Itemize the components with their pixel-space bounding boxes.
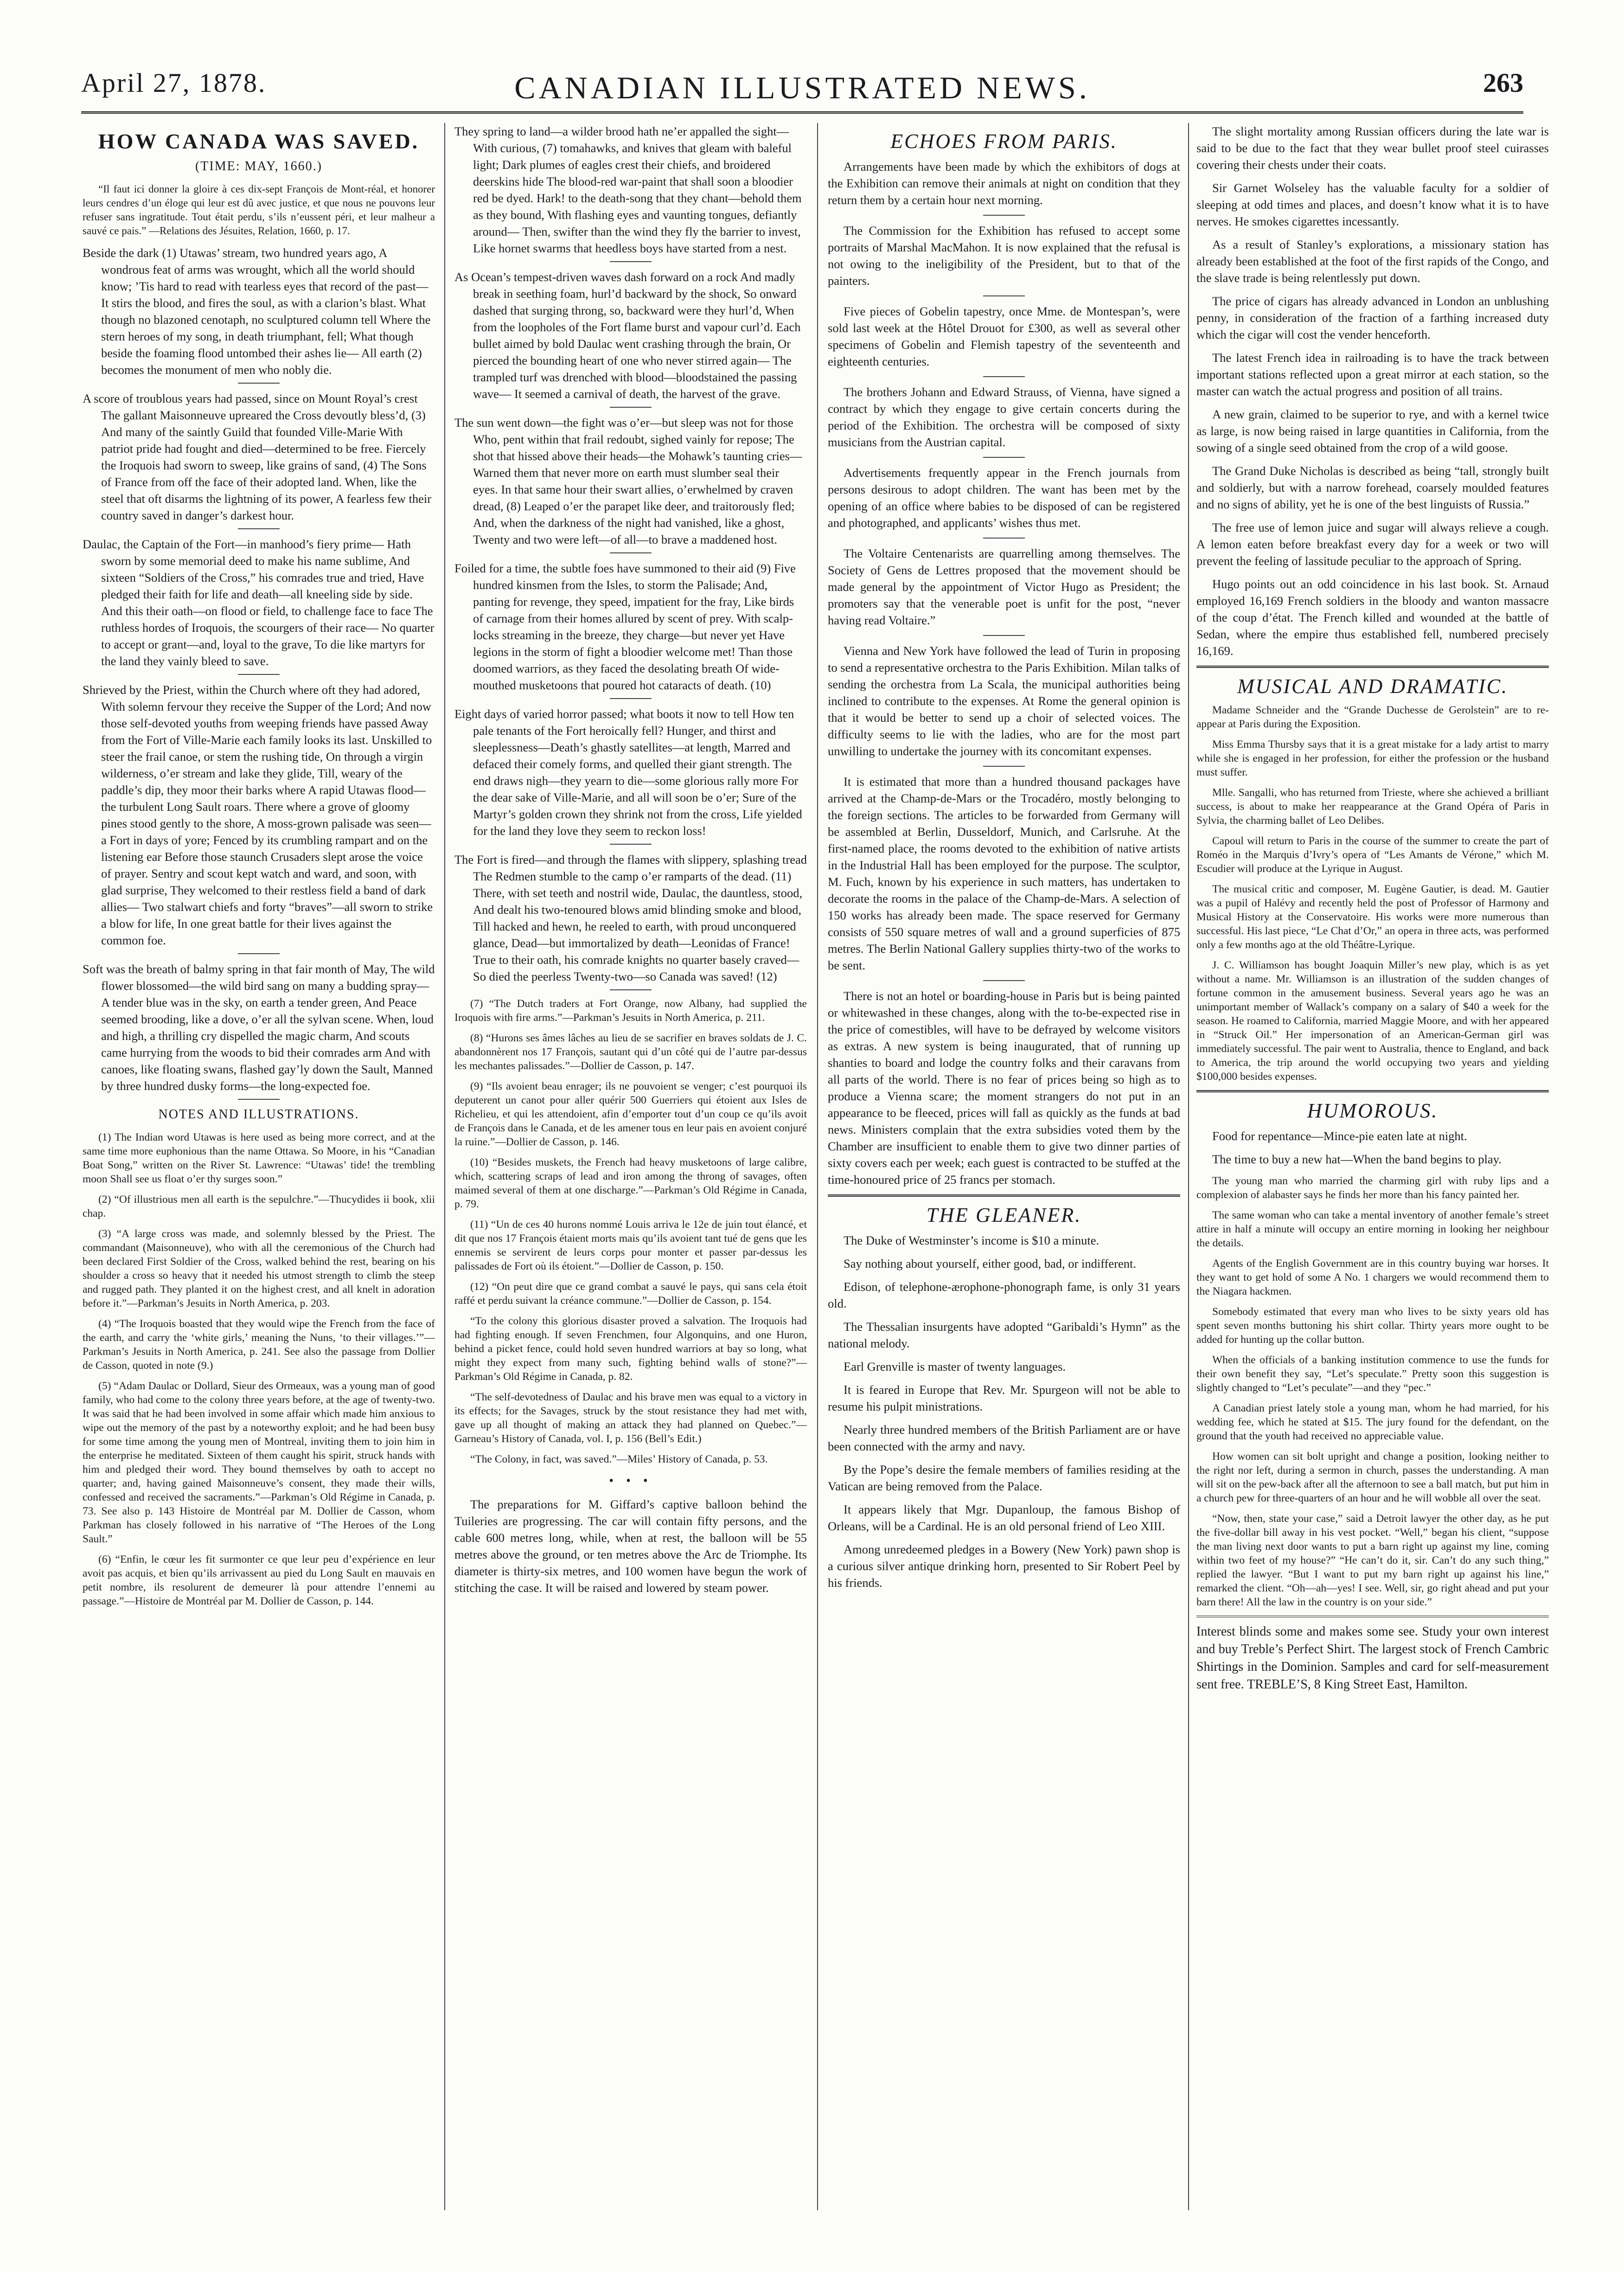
humor-item: Food for repentance—Mince-pie eaten late at night. <box>1212 1129 1467 1143</box>
section-title-humorous: HUMOROUS. <box>1307 1099 1439 1122</box>
divider <box>610 552 652 553</box>
musical-item: Miss Emma Thursby says that it is a great mistake for a lady artist to marry while she is engaged in her profession, for either the profession or the husband must suffer. <box>1196 738 1549 778</box>
news-item: Hugo points out an odd coincidence in his last book. St. Arnaud employed 16,169 French soldiers in the bloody and wanton massacre of the coup d’état. The French killed and wounded at the battle of Sedan, where the empire thus established fell, numbered precisely 16,169. <box>1196 577 1549 658</box>
humor-item: “Now, then, state your case,” said a Detroit lawyer the other day, as he put the five-dollar bill away in his vest pocket. “Well,” began his client, “suppose the man living next door wants to put a barn right up against my line, coming within two feet of my house?” “He can’t do it, sir. Can’t do any such thing,” replied the lawyer. “But I want to put my barn right up against his line,” remarked the client. “Oh—ah—yes! I see. Well, sir, go right ahead and put your barn there! All the law in the country is on your side.” <box>1196 1513 1549 1608</box>
footnote: “To the colony this glorious disaster proved a salvation. The Iroquois had had fighting enough. If seven Frenchmen, four Algonquins, and one Huron, behind a picket fence, could hold seven hundred warriors at bay so long, what might they expect from many such, fighting behind walls of stone?”—Parkman’s Old Régime in Canada, p. 82. <box>454 1315 807 1383</box>
divider <box>238 528 280 529</box>
column-2 <box>454 123 807 2247</box>
article-paragraph: Vienna and New York have followed the lead of Turin in proposing to send a representative orchestra to the Paris Exhibition. Milan talks of sending the orchestra from La Scala, the municipal authorities being inclined to contribute to the expenses. At Rome the general opinion is that it would be better to send up a choir of selected voices. The difficulty seems to lie with the ladies, who are for the most part unwilling to undertake the journey with its concomitant expenses. <box>828 644 1180 758</box>
column-4 <box>1196 123 1549 2247</box>
divider <box>983 215 1025 216</box>
article-paragraph: Arrangements have been made by which the exhibitors of dogs at the Exhibition can remove their animals at night on condition that they return them by a certain hour next morning. <box>828 160 1180 207</box>
article-paragraph: The Commission for the Exhibition has refused to accept some portraits of Marshal MacMahon. It is now explained that the refusal is not owing to the ineligibility of the President, but to that of the painters. <box>828 224 1180 288</box>
divider <box>610 844 652 845</box>
article-paragraph: There is not an hotel or boarding-house in Paris but is being painted or whitewashed in these changes, along with the to-be-expected rise in the price of comestibles, will have to be defrayed by welcome visitors as extras. A new system is being inaugurated, that of running up shanties to board and lodge the country folks and their caravans from all parts of the world. There is no fear of prices being so high as to produce a Vienna scare; the moment strangers do not put in an appearance to be fleeced, prices will fall as quickly as the funds at bad news. Ministers complain that the extra subsidies voted them by the Chamber are insufficient to enable them to give two dinner parties of sixty covers each per week; each guest is contracted to be stuffed at the time-honoured price of 25 francs per stomach. <box>828 989 1180 1187</box>
article-paragraph: The brothers Johann and Edward Strauss, of Vienna, have signed a contract by which they engage to give certain concerts during the period of the Exhibition. The orchestra will be composed of sixty musicians from the Austrian capital. <box>828 385 1180 449</box>
gleaner-item: The Duke of Westminster’s income is $10 a minute. <box>844 1233 1100 1247</box>
footnote: (12) “On peut dire que ce grand combat a sauvé le pays, qui sans cela étoit raffé et perdu suivant la créance commune.”—Dollier de Casson, p. 154. <box>454 1281 807 1307</box>
humor-item: How women can sit bolt upright and change a position, looking neither to the right nor left, during a sermon in church, passes the understanding. A man will sit on the pew-back after all the afternoon to see a ball match, but put him in a church pew for three-quarters of an hour and he will wobble all over the seat. <box>1196 1450 1549 1504</box>
footnote: (5) “Adam Daulac or Dollard, Sieur des Ormeaux, was a young man of good family, who had come to the colony three years before, at the age of twenty-two. It was said that he had been involved in some affair which made him anxious to wipe out the memory of the past by a noteworthy exploit; and he had been busy for some time among the young men of Montreal, inviting them to join him in the enterprise he meditated. Sixteen of them caught his spirit, struck hands with him and pledged their word. They bound themselves by oath to accept no quarter; and, having gained Maisonneuve’s consent, they made their wills, confessed and received the sacraments.”—Parkman’s Old Régime in Canada, p. 73. See also p. 143 Histoire de Montréal par M. Dollier de Casson, whom Parkman has closely followed in his narrative of “The Heroes of the Long Sault.” <box>83 1380 435 1545</box>
footnote: “The self-devotedness of Daulac and his brave men was equal to a victory in its effects; for the Savages, struck by the stout resistance they had met with, gave up all thought of making an attack they had planned on Quebec.”—Garneau’s History of Canada, vol. I, p. 156 (Bell’s Edit.) <box>454 1391 807 1445</box>
divider <box>983 376 1025 377</box>
article-paragraph: It is estimated that more than a hundred thousand packages have arrived at the Champ-de-Mars or the Trocadéro, mostly belonging to the foreign sections. The articles to be forwarded from Germany will be assembled at Berlin, Dusseldorf, Munich, and Carlsruhe. At the first-named place, the rooms devoted to the exhibition of native artists in the Industrial Hall has been employed for the purpose. The sculptor, M. Fuch, known by his experience in such matters, has undertaken to decorate the rooms in the palace of the Champ-de-Mars. A selection of 150 works has already been made. The space reserved for Germany consists of 550 square metres of wall and a ground superficies of 875 metres. The Berlin National Gallery supplies thirty-two of the works to be sent. <box>828 775 1180 972</box>
divider <box>238 674 280 675</box>
footnote: (7) “The Dutch traders at Fort Orange, now Albany, had supplied the Iroquois with fire arms.”—Parkman’s Jesuits in North America, p. 211. <box>454 998 807 1024</box>
news-item: The latest French idea in railroading is to have the track between important stations reflected upon a great mirror at each station, so the master can watch the actual progress and position of all trains. <box>1196 351 1549 398</box>
section-rule <box>1196 1090 1549 1092</box>
footnote: (2) “Of illustrious men all earth is the sepulchre.”—Thucydides ii book, xlii chap. <box>83 1193 435 1219</box>
humor-item: When the officials of a banking institution commence to use the funds for their own benefit they say, “Let’s speculate.” Pretty soon this suggestion is slightly changed to “Let’s peculate”—and they “pec.” <box>1196 1354 1549 1394</box>
poem-stanza: Shrieved by the Priest, within the Church where oft they had adored, With solemn fervour they receive the Supper of the Lord; And now those self-devoted youths from weeping friends have passed Away from the Fort of Ville-Marie each family looks its last. Unskilled to steer the frail canoe, or stem the rushing tide, On through a virgin wilderness, o’er stream and lake they glide, Till, weary of the paddle’s dip, they moor their barks where A rapid Utawas flood—the turbulent Long Sault roars. There where a grove of gloomy pines stood gently to the shore, A moss-grown palisade was seen—a Fort in days of yore; Fenced by its crumbling rampart and on the listening ear Before those staunch Crusaders slept arose the voice of prayer. Sentry and scout kept watch and ward, and soon, with glad surprise, They welcomed to their restless field a band of dark allies— Two stalwart chiefs and forty “braves”—all sworn to strike a blow for life, In one great battle for their lives against the common foe. <box>83 683 433 947</box>
musical-item: Mlle. Sangalli, who has returned from Trieste, where she achieved a brilliant success, is about to make her reappearance at the Grand Opéra of Paris in Sylvia, the charming ballet of Leo Delibes. <box>1196 787 1549 827</box>
column-3 <box>828 123 1180 2247</box>
gleaner-item: Say nothing about yourself, either good, bad, or indifferent. <box>844 1257 1136 1270</box>
humor-item: The time to buy a new hat—When the band begins to play. <box>1212 1152 1502 1166</box>
divider <box>983 635 1025 636</box>
humor-item: The young man who married the charming girl with ruby lips and a complexion of alabaster says he finds her more than his fancy painted her. <box>1196 1175 1549 1201</box>
gleaner-item: Nearly three hundred members of the British Parliament are or have been connected with the army and navy. <box>828 1423 1180 1453</box>
footnote: (1) The Indian word Utawas is here used as being more correct, and at the same time more euphonious than the name Ottawa. So Moore, in his “Canadian Boat Song,” written on the River St. Lawrence: “Utawas’ tide! the trembling moon Shall see us float o’er thy surges soon.” <box>83 1131 435 1185</box>
footnote: (8) “Hurons ses âmes lâches au lieu de se sacrifier en braves soldats de J. C. abandonnèrent nos 17 François, sautant qui d’un côté qui de l’autre par-dessus les mechantes palissades.”—Dollier de Casson, p. 147. <box>454 1032 807 1072</box>
news-item: A new grain, claimed to be superior to rye, and with a kernel twice as large, is now being raised in large quantities in California, from the sowing of a single seed obtained from the crop of a wild goose. <box>1196 407 1549 455</box>
news-item: Sir Garnet Wolseley has the valuable faculty for a soldier of sleeping at odd times and places, and doesn’t know what it is to have nerves. He smokes cigarettes incessantly. <box>1196 181 1549 228</box>
article-paragraph: Advertisements frequently appear in the French journals from persons desirous to adopt children. The want has been met by the opening of an office where babies to be disposed of can be registered and photographed, and applicants’ wishes thus met. <box>828 466 1180 530</box>
news-item: The Grand Duke Nicholas is described as being “tall, strongly built and soldierly, but with a narrow forehead, coarsely moulded features and no signs of ability, yet he is one of the best linguists of Russia.” <box>1196 464 1549 511</box>
divider <box>983 457 1025 458</box>
musical-item: J. C. Williamson has bought Joaquin Miller’s new play, which is as yet without a name. Mr. Williamson is an illustration of the sudden changes of fortune common in the amusement business. Several years ago he was an unimportant member of Wallack’s company on a salary of $40 a week for the season. He roamed to California, married Maggie Moore, and with her appeared in “Struck Oil.” Her impersonation of an American-German girl was immediately successful. The pair went to Australia, thence to England, and back to America, the trip around the world occupying two years and yielding $100,000 besides expenses. <box>1196 959 1549 1083</box>
article-paragraph: The preparations for M. Giffard’s captive balloon behind the Tuileries are progressing. The car will contain fifty persons, and the cable 600 metres long, while, when at rest, the balloon will be 55 metres above the ground, or ten metres above the Arc de Triomphe. Its diameter is thirty-six metres, and 100 women have begun the work of stitching the case. It will be raised and lowered by steam power. <box>454 1497 807 1595</box>
poem-subtitle: (TIME: MAY, 1660.) <box>195 159 322 173</box>
gleaner-item: Among unredeemed pledges in a Bowery (New York) pawn shop is a curious silver antique drinking horn, presented to Sir Robert Peel by his friends. <box>828 1542 1180 1590</box>
footnote: (3) “A large cross was made, and solemnly blessed by the Priest. The commandant (Maisonneuve), who with all the ceremonious of the Church had been declared First Soldier of the Cross, walked behind the rest, bearing on his shoulder a cross so heavy that it needed his utmost strength to climb the steep and rugged path. They planted it on the highest crest, and all knelt in adoration before it.”—Parkman’s Jesuits in North America, p. 203. <box>83 1228 435 1309</box>
article-paragraph: The Voltaire Centenarists are quarrelling among themselves. The Society of Gens de Lettres proposed that the movement should be made general by the appointment of Victor Hugo as President; the promoters say that the venerable poet is unfit for the post, “never having read Voltaire.” <box>828 546 1180 627</box>
column-divider <box>1188 123 1189 2210</box>
gleaner-item: By the Pope’s desire the female members of families residing at the Vatican are being removed from the Palace. <box>828 1463 1180 1493</box>
gleaner-item: Edison, of telephone-ærophone-phonograph fame, is only 31 years old. <box>828 1280 1180 1310</box>
page-number: 263 <box>1483 68 1523 98</box>
issue-date: April 27, 1878. <box>81 68 267 98</box>
divider <box>610 698 652 699</box>
section-title-gleaner: THE GLEANER. <box>926 1204 1082 1226</box>
poem-stanza: Eight days of varied horror passed; what boots it now to tell How ten pale tenants of the Fort heroically fell? Hunger, and thirst and sleeplessness—Death’s ghastly satellites—at length, Marred and defaced their comely forms, and quelled their giant strength. The end draws nigh—they yearn to die—some glorious rally more For the dear sake of Ville-Marie, and all will soon be o’er; Sure of the Martyr’s golden crown they shrink not from the cross, Life yielded for the land they love they seem to reckon loss! <box>454 707 802 838</box>
poem-stanza: The sun went down—the fight was o’er—but sleep was not for those Who, pent within that frail redoubt, sighed vainly for repose; The shot that hissed above their heads—the Mohawk’s taunting cries— Warned them that never more on earth must slumber seal their eyes. In that same hour their swart allies, o’erwhelmed by craven dread, (8) Leaped o’er the parapet like deer, and traitorously fled; And, when the darkness of the night had vanished, like a ghost, Twenty and two were left—of all—to brave a maddened host. <box>454 416 802 546</box>
divider <box>610 261 652 262</box>
humor-item: The same woman who can take a mental inventory of another female’s street attire in half a minute will occupy an entire morning in looking her neighbour the details. <box>1196 1209 1549 1249</box>
divider <box>983 980 1025 981</box>
divider <box>983 766 1025 767</box>
poem-stanza: Soft was the breath of balmy spring in that fair month of May, The wild flower blossomed—the wild bird sang on many a budding spray— A tender blue was in the sky, on earth a tender green, And Peace seemed brooding, like a dove, o’er all the sylvan scene. When, loud and high, a thrilling cry dispelled the magic charm, And scouts came hurrying from the woods to bid their comrades arm And with canoes, like floating swans, flashed gay’ly down the Sault, Manned by three hundred dusky forms—the long-expected foe. <box>83 962 435 1093</box>
poem-stanza: The Fort is fired—and through the flames with slippery, splashing tread The Redmen stumble to the camp o’er ramparts of the dead. (11) There, with set teeth and nostril wide, Daulac, the dauntless, stood, And dealt his two-tenoured blows amid blinding smoke and blood, Till hacked and hewn, he reeled to earth, with proud unconquered glance, Dead—but immortalized by death—Leonidas of France! True to their oath, his comrade knights no quarter basely craved— So died the peerless Twenty-two—so Canada was saved! (12) <box>454 853 807 983</box>
header-rule <box>81 111 1523 114</box>
footnote: (9) “Ils avoient beau enrager; ils ne pouvoient se venger; c’est pourquoi ils deputerent un canot pour aller quérir 500 Guerriers qui étoient aux Isles de Richelieu, et qui les attendoient, afin d’emporter tout d’un coup ce qu’ils avoit de François dans le Canada, et de les amener tous en leur pais en avoient conjuré la ruine.”—Dollier de Casson, p. 146. <box>454 1080 807 1148</box>
gleaner-item: It is feared in Europe that Rev. Mr. Spurgeon will not be able to resume his pulpit ministrations. <box>828 1383 1180 1413</box>
footnote: (6) “Enfin, le cœur les fit surmonter ce que leur peu d’expérience en leur avoit pas acquis, et bien qu’ils arrivassent au pied du Long Sault en mauvais en petit nombre, ils resolurent de demeurer là pour attendre l’ennemi au passage.”—Histoire de Montréal par M. Dollier de Casson, p. 144. <box>83 1553 435 1607</box>
news-item: The free use of lemon juice and sugar will always relieve a cough. A lemon eaten before breakfast every day for a week or two will prevent the feeling of lassitude peculiar to the approach of Spring. <box>1196 520 1549 568</box>
gleaner-item: Earl Grenville is master of twenty languages. <box>844 1360 1066 1373</box>
news-item: The price of cigars has already advanced in London an unblushing penny, in consideration of the fraction of a farthing increased duty which the cigar will cost the vender henceforth. <box>1196 294 1549 341</box>
poem-epigraph: “Il faut ici donner la gloire à ces dix-sept François de Mont-réal, et honorer leurs cendres d’un éloge qui leur est dû avec justice, et que nous ne pouvons leur refuser sans ingratitude. Tout était perdu, s’ils n’eussent péri, et leur malheur a sauvé ce pais.” —Relations des Jésuites, Relation, 1660, p. 17. <box>83 183 435 237</box>
news-item: As a result of Stanley’s explorations, a missionary station has already been established at the foot of the first rapids of the Congo, and the slave trade is being relentlessly put down. <box>1196 237 1549 285</box>
ornament-divider: • • • <box>609 1474 652 1488</box>
advert-text: Interest blinds some and makes some see. Study your own interest and buy Treble’s Perfect Shirt. The largest stock of French Cambric Shirtings in the Dominion. Samples and card for self-measurement sent free. TREBLE’S, 8 King Street East, Hamilton. <box>1196 1624 1549 1692</box>
poem-stanza: Beside the dark (1) Utawas’ stream, two hundred years ago, A wondrous feat of arms was wrought, which all the world should know; ’Tis hard to read with tearless eyes that record of the past— It stirs the blood, and fires the soul, as with a clarion’s blast. What though no blazoned cenotaph, no sculptured column tell Where the stern heroes of my song, in death triumphant, fell; What though beside the foaming flood untombed their ashes lie— All earth (2) becomes the monument of men who nobly die. <box>83 246 431 377</box>
gleaner-item: The Thessalian insurgents have adopted “Garibaldi’s Hymn” as the national melody. <box>828 1320 1180 1350</box>
newspaper-title: CANADIAN ILLUSTRATED NEWS. <box>514 70 1090 105</box>
news-item: The slight mortality among Russian officers during the late war is said to be due to the fact that they wear bullet proof steel cuirasses covering their chests under their coats. <box>1196 124 1549 172</box>
section-rule <box>828 1194 1180 1197</box>
poem-stanza: They spring to land—a wilder brood hath ne’er appalled the sight— With curious, (7) tomahawks, and knives that gleam with baleful light; Dark plumes of eagles crest their chiefs, and broidered deerskins hide The blood-red war-paint that shall soon a bloodier red be dyed. Hark! to the death-song that they chant—behold them as they bound, With flashing eyes and vaunting tongues, defiantly around— Then, swifter than the wind they fly the barrier to invest, Like hornet swarms that heedless boys have started from a nest. <box>454 124 802 255</box>
footnote: (4) “The Iroquois boasted that they would wipe the French from the face of the earth, and carry the ‘white girls,’ meaning the Nuns, ‘to their villages.’”—Parkman’s Jesuits in North America, p. 241. See also the passage from Dollier de Casson, quoted in note (9.) <box>83 1318 435 1372</box>
poem-title: HOW CANADA WAS SAVED. <box>98 129 420 153</box>
gleaner-item: It appears likely that Mgr. Dupanloup, the famous Bishop of Orleans, will be a Cardinal. He is an old personal friend of Leo XIII. <box>828 1502 1180 1533</box>
divider <box>610 407 652 408</box>
humor-item: Somebody estimated that every man who lives to be sixty years old has spent seven months buttoning his shirt collar. Thirty years more ought to be added for hunting up the collar button. <box>1196 1306 1549 1346</box>
shirt-advertisement <box>1196 1616 1549 1694</box>
section-title-musical: MUSICAL AND DRAMATIC. <box>1237 675 1509 698</box>
section-title-echoes: ECHOES FROM PARIS. <box>890 130 1118 153</box>
notes-title: NOTES AND ILLUSTRATIONS. <box>158 1107 359 1122</box>
musical-item: Madame Schneider and the “Grande Duchesse de Gerolstein” are to re-appear at Paris during the Exposition. <box>1196 704 1549 730</box>
musical-item: The musical critic and composer, M. Eugène Gautier, is dead. M. Gautier was a pupil of Halévy and recently held the post of Professor of Harmony and Musical History at the Conservatoire. His works were more numerous than successful. His last piece, “Le Chat d’Or,” an opera in three acts, was performed only a few months ago at the old Théâtre-Lyrique. <box>1196 883 1549 951</box>
divider <box>983 538 1025 539</box>
poem-stanza: Daulac, the Captain of the Fort—in manhood’s fiery prime— Hath sworn by some memorial deed to make his name sublime, And sixteen “Soldiers of the Cross,” his comrades true and tried, Have pledged their faith for life and death—all kneeling side by side. And this their oath—on flood or field, to challenge face to face The ruthless hordes of Iroquois, the scourgers of their race— No quarter to accept or grant—and, loyal to the grave, To die like martyrs for the land they vainly bleed to save. <box>83 537 435 668</box>
divider <box>238 383 280 384</box>
humor-item: A Canadian priest lately stole a young man, whom he had married, for his wedding fee, which he stated at $15. The jury found for the defendant, on the ground that the youth had received no appreciable value. <box>1196 1402 1549 1442</box>
footnote: “The Colony, in fact, was saved.”—Miles’ History of Canada, p. 53. <box>470 1453 768 1465</box>
poem-stanza: Foiled for a time, the subtle foes have summoned to their aid (9) Five hundred kinsmen from the Isles, to storm the Palisade; And, panting for revenge, they speed, impatient for the fray, Like birds of carnage from their homes allured by scent of prey. With scalp-locks streaming in the breeze, they charge—but never yet Have legions in the storm of fight a bloodier welcome met! Than those doomed warriors, as they faced the desolating breath Of wide-mouthed musketoons that poured hot cataracts of death. (10) <box>454 561 796 692</box>
poem-stanza: A score of troublous years had passed, since on Mount Royal’s crest The gallant Maisonneuve upreared the Cross devoutly bless’d, (3) And many of the saintly Guild that founded Ville-Marie With patriot pride had fought and died—determined to be free. Fiercely the Iroquois had sworn to sweep, like grains of sand, (4) The Sons of France from off the face of their adopted land. When, like the steel that oft disarms the lightning of its power, A fearless few their country saved in danger’s darkest hour. <box>83 391 432 522</box>
divider <box>610 989 652 990</box>
column-divider <box>817 123 818 2210</box>
divider <box>238 953 280 954</box>
article-paragraph: Five pieces of Gobelin tapestry, once Mme. de Montespan’s, were sold last week at the Hôtel Drouot for £300, as well as several other specimens of Gobelin and Flemish tapestry of the seventeenth and eighteenth centuries. <box>828 304 1180 368</box>
footnote: (11) “Un de ces 40 hurons nommé Louis arriva le 12e de juin tout élancé, et dit que nos 17 François étaient morts mais qu’ils avoient tant tué de gens que les ennemis se servirent de leurs corps pour monter et passer par-dessus les palissades de Fort où ils étoient.”—Dollier de Casson, p. 150. <box>454 1219 807 1272</box>
poem-stanza: As Ocean’s tempest-driven waves dash forward on a rock And madly break in seething foam, hurl’d backward by the shock, So onward dashed that surging throng, so, backward were they hurl’d, When from the loopholes of the Fort flame burst and vapour curl’d. Each bullet aimed by bold Daulac went crashing through the brain, Or pierced the bounding heart of one who never stirred again— The trampled turf was drenched with blood—bloodstained the passing wave— It seemed a carnival of death, the harvest of the grave. <box>454 270 801 401</box>
section-rule <box>1196 666 1549 668</box>
divider <box>238 1099 280 1100</box>
page-header <box>81 60 1523 107</box>
column-1 <box>83 123 435 2247</box>
divider <box>983 295 1025 296</box>
humor-item: Agents of the English Government are in this country buying war horses. It they want to get hold of some A No. 1 chargers we would recommend them to the Niagara hackmen. <box>1196 1257 1549 1297</box>
musical-item: Capoul will return to Paris in the course of the summer to create the part of Roméo in the Marquis d’Ivry’s opera of “Les Amants de Vérone,” which M. Escudier will produce at the Lyrique in August. <box>1196 835 1549 875</box>
column-divider <box>444 123 445 2210</box>
footnote: (10) “Besides muskets, the French had heavy musketoons of large calibre, which, scattering scraps of lead and iron among the throng of savages, often maimed several of them at one discharge.”—Parkman’s Old Régime in Canada, p. 79. <box>454 1156 807 1210</box>
